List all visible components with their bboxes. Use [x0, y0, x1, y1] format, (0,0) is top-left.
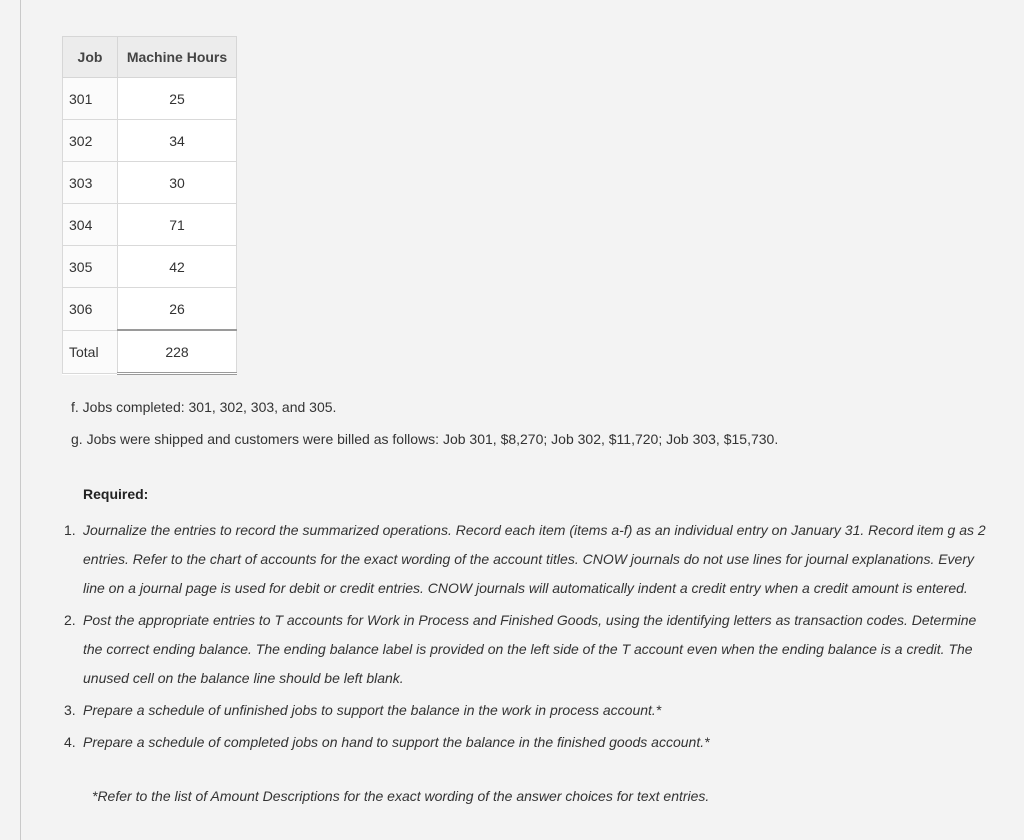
job-cell: 304 [63, 204, 118, 246]
hours-cell: 25 [118, 78, 237, 120]
step-number: 4. [64, 734, 76, 750]
table-row [63, 78, 237, 120]
job-cell: 305 [63, 246, 118, 288]
step-number: 2. [64, 612, 76, 628]
item-f-text: f. Jobs completed: 301, 302, 303, and 305. [71, 399, 337, 415]
job-cell: 306 [63, 288, 118, 331]
table-row [63, 288, 237, 331]
hours-cell: 42 [118, 246, 237, 288]
step-text: Prepare a schedule of completed jobs on hand to support the balance in the finished goods account.* [83, 734, 710, 750]
step-number: 3. [64, 702, 76, 718]
job-column-header: Job [63, 37, 118, 78]
list-item [64, 516, 994, 603]
left-border-rule [20, 0, 21, 840]
machine-hours-table [62, 36, 237, 375]
list-item [64, 696, 994, 725]
total-label: Total [63, 330, 118, 374]
list-item [64, 606, 994, 693]
hours-cell: 26 [118, 288, 237, 331]
footnote: *Refer to the list of Amount Descriptions for the exact wording of the answer choices for text entries. [92, 788, 710, 804]
total-row [63, 330, 237, 374]
job-cell: 301 [63, 78, 118, 120]
step-text: Journalize the entries to record the summarized operations. Record each item (items a-f) as an individual entry on January 31. Record item g as 2 entries. Refer to the chart of accounts for the exact wording of the account titles. CNOW journals do not use lines for journal explanations. Every line on a journal page is used for debit or credit entries. CNOW journals will automatically indent a credit entry when a credit amount is entered. [83, 522, 986, 596]
item-g-text: g. Jobs were shipped and customers were billed as follows: Job 301, $8,270; Job 302, $11,720; Job 303, $15,730. [71, 431, 779, 447]
machine-hours-column-header: Machine Hours [118, 37, 237, 78]
step-text: Prepare a schedule of unfinished jobs to support the balance in the work in process account.* [83, 702, 662, 718]
table-header-row [63, 37, 237, 78]
hours-cell: 71 [118, 204, 237, 246]
job-cell: 303 [63, 162, 118, 204]
hours-cell: 34 [118, 120, 237, 162]
table-row [63, 162, 237, 204]
required-heading: Required: [83, 486, 149, 502]
total-hours-cell: 228 [118, 330, 237, 374]
table-row [63, 204, 237, 246]
job-cell: 302 [63, 120, 118, 162]
hours-cell: 30 [118, 162, 237, 204]
step-text: Post the appropriate entries to T accounts for Work in Process and Finished Goods, using the identifying letters as transaction codes. Determine the correct ending balance. The ending balance label is provided on the left side of the T account even when the ending balance is a credit. The unused cell on the balance line should be left blank. [83, 612, 977, 686]
table-row [63, 246, 237, 288]
step-number: 1. [64, 522, 76, 538]
list-item [64, 728, 994, 757]
required-steps-list [64, 516, 994, 760]
table-row [63, 120, 237, 162]
